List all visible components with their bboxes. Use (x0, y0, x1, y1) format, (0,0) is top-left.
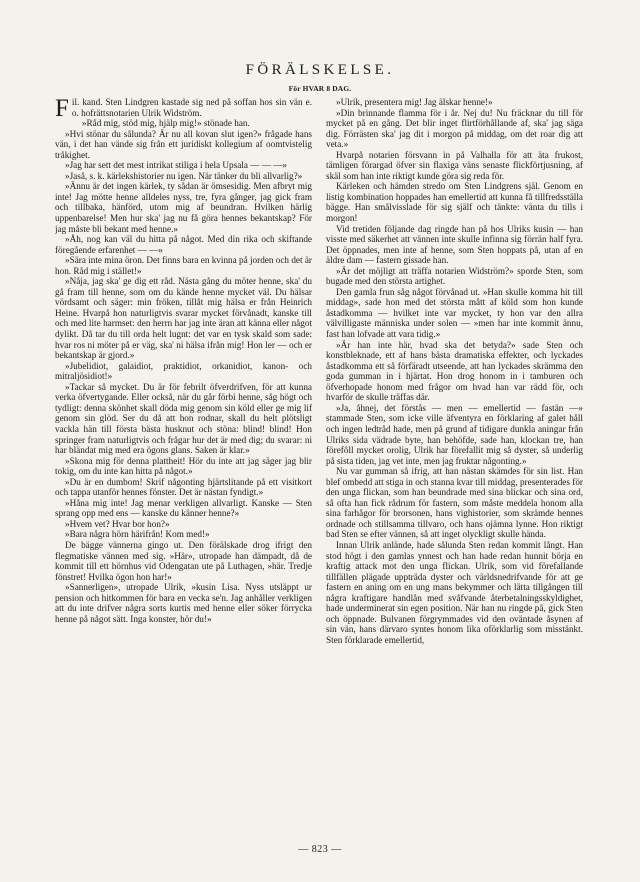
paragraph: Nu var gumman så ifrig, att han nästan skämdes för sin list. Han blef ombedd att stiga in och stanna kvar till middag, presenterades för den unga flickan, som han beundrade med sina blickar och sina ord, så ofta han fick rådrum för fastern, som måste meddela honom alla sina farhågor för brorsonen, hans vighistorier, som skrämde hennes ordnade och stillsamma tillvaro, och hans ojämna lynne. Hon riktigt bad Sten se efter vännen, så att inget olyckligt skulle hända. (326, 466, 583, 540)
paragraph: Hvarpå notarien försvann in på Valhalla för att äta frukost, tämligen förargad öfver sin flaxiga väns senaste flickförtjusning, af skäl som han inte riktigt kunde göra sig reda för. (326, 149, 583, 181)
paragraph: »Råd mig, stöd mig, hjälp mig!» stönade han. (81, 118, 250, 129)
paragraph: »Bara några hörn härifrån! Kom med!» (65, 529, 210, 540)
paragraph: »Håna mig inte! Jag menar verkligen allvarligt. Kanske — Sten sprang opp med ens — kanske du känner henne?» (55, 497, 312, 519)
page-number: — 823 — (298, 844, 342, 855)
left-column-text (55, 97, 312, 624)
drop-cap: F (55, 97, 69, 122)
paragraph: »Åh, nog kan väl du hitta på något. Med din rika och skiftande föregående erfarenhet — —» (55, 234, 312, 255)
paragraph: il. kand. Sten Lindgren kastade sig ned på soffan hos sin vän e. o. hofrättsnotarien Ulrik Widström. (71, 97, 312, 118)
paragraph: »Hvi stönar du sålunda? Är nu all kovan slut igen?» frågade hans vän, i det han vände sig från ett juridiskt kollegium af oomtvistelig tråkighet. (55, 128, 312, 160)
paragraph: »Tackar så mycket. Du är för febrilt öfverdrifven, för att kunna verka öfvertygande. Eller också, när du går förbi henne, såg högt och tydligt: denna skönhet skall döda mig genom sin köld eller ge mig lif genom sin glöd. Ser du då att hon rodnar, skall du helt plötsligt vackla hän till första bästa husknut och stöna: blind! blind! Hon springer fram naturligtvis och frågar hur det är med dig; du svarar: ni har bländat mig med era ögons glans. Saken är klar.» (55, 381, 312, 456)
paragraph: »Jubelidiot, galaidiot, praktidiot, orkanidiot, kanon- och mitraljösidiot!» (55, 360, 312, 382)
right-column (326, 97, 583, 817)
paragraph: »Är han inte här, hvad ska det betyda?» sade Sten och konstbleknade, ett af hans bästa dramatiska effekter, och lyckades åstadkomma ett så förfäradt utseende, att han lyckades skrämma den goda gumman in i hjärtat. Hon drog honom in i tamburen och öfverhopade honom med frågor om hvad han var rädd för, och hvarför de skulle träffas där. (326, 339, 583, 403)
paragraph: »Ulrik, presentera mig! Jag älskar henne!» (336, 97, 493, 107)
paragraph: Den gamla frun såg något förvånad ut. »Han skulle komma hit till middag», sade hon med det största mått af köld som hon kunde åstadkomma — hvilket inte var mycket, ty hon var den allra välvilligaste människa under solen — »men har inte kommit ännu, fast han lofvade att vara tidig.» (326, 286, 583, 340)
paragraph: Vid tretiden följande dag ringde han på hos Ulriks kusin — han visste med säkerhet att vännen inte skulle infinna sig förrän half fyra. Det öppnades, men inte af henne, som Sten hoppats på, utan af en äldre dam — fastern gissade han. (326, 223, 583, 266)
paragraph: »Jag har sett det mest intrikat stiliga i hela Upsala — — —» (65, 160, 287, 171)
right-column-text (326, 97, 583, 645)
paragraph: Innan Ulrik anlände, hade sålunda Sten redan kommit långt. Han stod högt i den gamlas ynnest och han hade redan hunnit börja en kraftig attack mot den unga flickan. Ulrik, som vid förefallande tillfällen plägade uppträda dyster och världsnedrifvande för att ge fastern en aning om en ung mans bekymmer och lätta tillgången till några kraftigare handlån med svåfvande återbetalningsskyldighet, hade underminerat sin egen position. När han nu ringde på, gick Sten och öppnade. Bulvanen förgrymmades vid den oväntade åsynen af sin vän, hans därvaro syntes honom lika oförklarlig som misstänkt. Sten förklarade emellertid, (326, 539, 583, 645)
paragraph: »Ännu är det ingen kärlek, ty sådan är ömsesidig. Men afbryt mig inte! Jag mötte henne alldeles nyss, tre, fyra gånger, jag gick fram och tillbaka, hänförd, utom mig af beundran. Hvilken härlig uppenbarelse! Men hur ska' jag nu få göra hennes bekantskap? För jag måste bli bekant med henne.» (55, 181, 312, 234)
story-byline: För HVAR 8 DAG. (288, 84, 352, 93)
paragraph: De bägge vännerna gingo ut. Den förälskade drog ifrigt den flegmatiske vännen med sig. »Här», utropade han dämpadt, då de kommit till ett hörnhus vid Odengatan ute på Luthagen, »här. Tredje fönstret! Hvilka ögon hon har!» (55, 539, 312, 582)
paragraph: »Ja, åhnej, det förstås — men — emellertid — fastän —» stammade Sten, som icke ville äfventyra en förklaring af galet håll och ingen ledtråd hade, men på grund af tidigare dunkla aningar från Ulriks sida vädrade byte, han behöfde, sade han, klockan tre, han förefôll mycket orolig, Ulrik har förefallit mig så dyster, så underlig på sista tiden, jag vet inte, men jag fruktar någonting.» (326, 402, 583, 466)
story-title: FÖRÄLSKELSE. (245, 62, 395, 78)
paragraph: Kärleken och hämden stredo om Sten Lindgrens själ. Genom en listig kombination hoppades han emellertid att kunna få tillfredsställa bägge. Han smålvisslade för sig själf och tänkte: vänta du tills i morgon! (326, 181, 583, 224)
paragraph: »Jaså, s. k. kärlekshistorier nu igen. När tänker du bli allvarlig?» (65, 170, 303, 181)
paragraph: »Är det möjligt att träffa notarien Widström?» sporde Sten, som bugade med den största artighet. (326, 265, 583, 287)
paragraph: »Skona mig för denna plattheit! Hör du inte att jag säger jag blir tokig, om du inte kan hitta på något.» (55, 455, 312, 477)
left-column (55, 97, 312, 817)
paragraph: »Sannerligen», utropade Ulrik, »kusin Lisa. Nyss utsläppt ur pension och hitkommen för bara en vecka se'n. Jag anhåller verkligen att du inte drifver några sorts kurtis med henne eller söker förrycka henne på något sätt. Inga konster, hör du!» (55, 582, 312, 624)
paragraph: »Din brinnande flamma för i år. Nej du! Nu fräcknar du till för mycket på en gång. Det blir inget flirtförhållande af, ska' jag säga dig. Förrästen ska' jag dit i morgon på middag, om det roar dig att veta.» (326, 107, 583, 150)
paragraph: »Sära inte mina öron. Det finns bara en kvinna på jorden och det är hon. Råd mig i stället!» (55, 255, 312, 276)
paragraph: »Du är en dumbom! Skrif någonting hjärtslitande på ett visitkort och tappa utanför hennes fönster. Det är nästan fyndigt.» (55, 476, 312, 498)
paragraph: »Nåja, jag ska' ge dig ett råd. Nästa gång du möter henne, ska' du gå fram till henne, som om du kände henne mycket väl. Du hälsar vördsamt och säger: min fröken, tillåt mig hälsa er från Heinrich Heine. Hvarpå hon naturligtvis svarar mycket förvånadt, kanske till och med lite harmset: den herrn har jag inte äran att känna eller något dylikt. Då tar du till orda helt lugnt: det var en tysk skald som sade: hvar ros ni möter på er väg, ska' ni hälsa ifrån mig! Hon ler — och er bekantskap är gjord.» (55, 276, 312, 361)
paragraph: »Hvem vet? Hvar bor hon?» (65, 518, 170, 529)
